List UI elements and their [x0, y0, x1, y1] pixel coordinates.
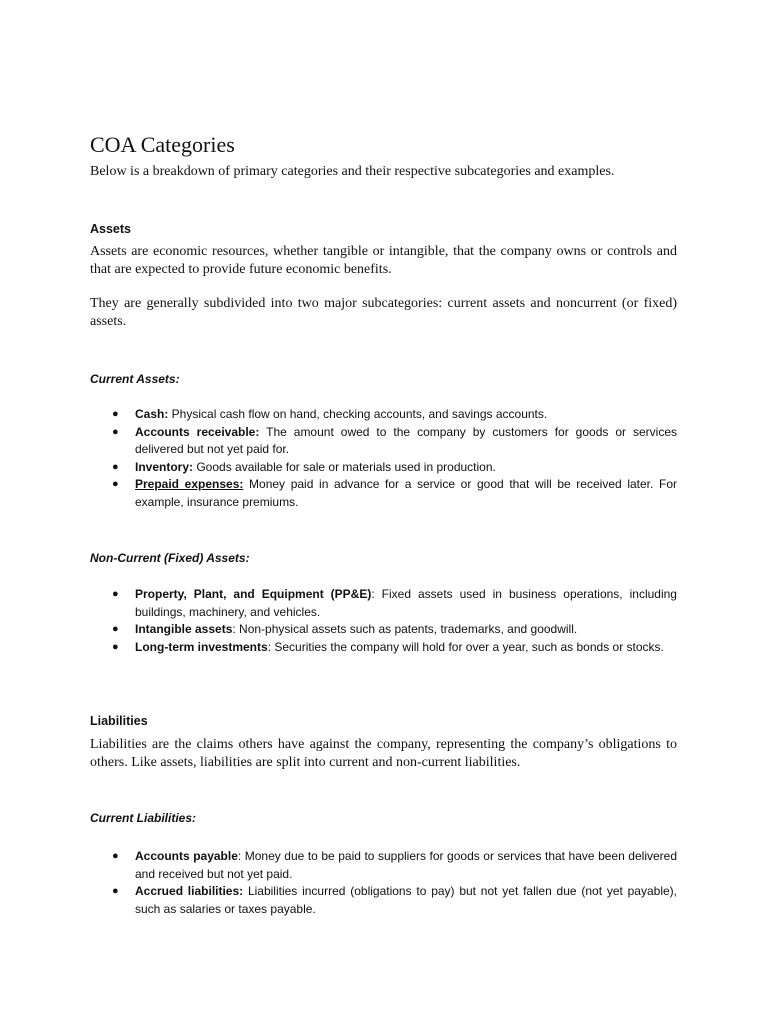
item-term: Prepaid expenses:	[135, 477, 244, 491]
item-text: : Money due to be paid to suppliers for goods or services that have been delivered and received but not yet paid.	[135, 849, 677, 881]
bullet-icon: ●	[112, 460, 119, 473]
page-title: COA Categories	[90, 132, 235, 157]
bullet-icon: ●	[112, 425, 119, 438]
list-item	[90, 621, 677, 639]
item-text: : Fixed assets used in business operations, including buildings, machinery, and vehicles.	[135, 587, 677, 619]
noncurrent-assets-list	[90, 586, 677, 656]
item-term: Intangible assets	[135, 622, 233, 636]
list-item	[90, 586, 677, 621]
list-item	[90, 476, 677, 511]
current-liabilities-list	[90, 848, 677, 918]
liabilities-paragraph-1: Liabilities are the claims others have against the company, representing the company’s obligations to others. Like assets, liabilities are split into current and non-current liabilities.	[90, 737, 677, 770]
bullet-icon: ●	[112, 885, 119, 897]
bullet-icon: ●	[112, 588, 119, 600]
bullet-icon: ●	[112, 623, 119, 635]
item-term: Long-term investments	[135, 639, 268, 654]
bullet-icon: ●	[112, 478, 119, 490]
item-text: Money paid in advance for a service or good that will be received later. For example, insurance premiums.	[135, 477, 677, 509]
current-assets-list	[90, 406, 677, 511]
item-text: : Securities the company will hold for over a year, such as bonds or stocks.	[267, 639, 664, 654]
noncurrent-assets-heading: Non-Current (Fixed) Assets:	[90, 551, 250, 565]
item-term: Accounts payable	[135, 849, 238, 863]
assets-paragraph-2: They are generally subdivided into two major subcategories: current assets and noncurrent (or fixed) assets.	[90, 296, 677, 329]
item-term: Accrued liabilities:	[135, 884, 244, 898]
item-text: : Non-physical assets such as patents, trademarks, and goodwill.	[232, 622, 578, 636]
item-text: The amount owed to the company by customers for goods or services delivered but not yet paid for.	[135, 424, 677, 456]
item-text: Liabilities incurred (obligations to pay) but not yet fallen due (not yet payable), such as salaries or taxes payable.	[135, 884, 677, 916]
assets-heading: Assets	[90, 222, 131, 236]
item-text: Goods available for sale or materials used in production.	[193, 459, 496, 474]
item-term: Accounts receivable:	[135, 424, 260, 439]
list-item	[90, 848, 677, 883]
bullet-icon: ●	[112, 850, 119, 862]
list-item	[90, 639, 677, 657]
bullet-icon: ●	[112, 640, 119, 653]
current-liabilities-heading: Current Liabilities:	[90, 811, 197, 825]
item-term: Property, Plant, and Equipment (PP&E)	[135, 587, 372, 601]
list-item	[90, 406, 677, 424]
item-term: Cash:	[135, 407, 169, 421]
current-assets-heading: Current Assets:	[90, 372, 180, 386]
intro-paragraph: Below is a breakdown of primary categories and their respective subcategories and examples.	[90, 164, 615, 179]
list-item	[90, 883, 677, 918]
bullet-icon: ●	[112, 408, 119, 420]
list-item	[90, 424, 677, 459]
item-term: Inventory:	[135, 459, 194, 474]
item-text: Physical cash flow on hand, checking accounts, and savings accounts.	[168, 407, 548, 421]
liabilities-heading: Liabilities	[90, 714, 148, 728]
list-item	[90, 459, 677, 477]
assets-paragraph-1: Assets are economic resources, whether tangible or intangible, that the company owns or controls and that are expected to provide future economic benefits.	[90, 244, 677, 277]
